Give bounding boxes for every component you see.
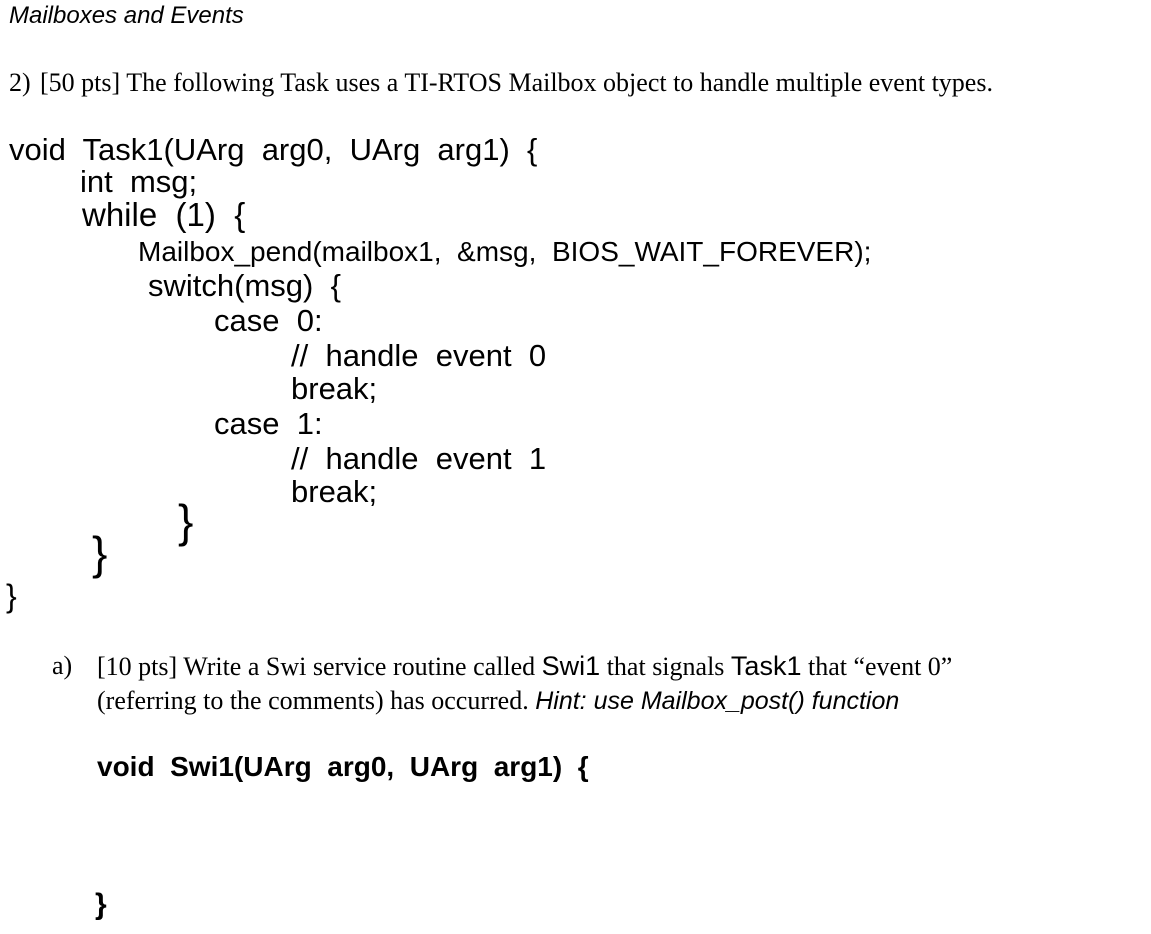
code-line: break; (291, 371, 378, 406)
code-line: // handle event 1 (291, 441, 547, 476)
code-line: void Task1(UArg arg0, UArg arg1) { (9, 132, 538, 167)
part-a-text: [10 pts] Write a Swi service routine called (97, 652, 542, 681)
swi-name: Swi1 (541, 651, 601, 681)
section-title: Mailboxes and Events (9, 2, 244, 29)
hint-text: Hint: use Mailbox_post() function (535, 687, 900, 715)
question-text: [50 pts] The following Task uses a TI-RTOS Mailbox object to handle multiple event types. (40, 68, 993, 97)
code-line: } (92, 527, 108, 579)
code-line: switch(msg) { (148, 268, 341, 303)
code-line: while (1) { (82, 196, 246, 233)
code-line: int msg; (80, 164, 198, 199)
part-a-line-1 (97, 653, 952, 680)
code-line: } (178, 495, 194, 547)
code-line: break; (291, 474, 378, 509)
code-line: case 0: (214, 303, 323, 338)
code-line: Mailbox_pend(mailbox1, &msg, BIOS_WAIT_FOREVER); (138, 236, 872, 267)
code-line: case 1: (214, 406, 323, 441)
part-a-text: that “event 0” (801, 652, 953, 681)
part-a-text: (referring to the comments) has occurred. (97, 686, 536, 715)
part-a-line-2 (97, 688, 899, 714)
code-line: } (6, 578, 17, 614)
task-name: Task1 (730, 651, 802, 681)
answer-signature: void Swi1(UArg arg0, UArg arg1) { (97, 751, 589, 782)
answer-close-brace: } (95, 888, 107, 921)
part-a-label: a) (52, 651, 73, 680)
question-number: 2) (9, 68, 31, 97)
code-line: // handle event 0 (291, 338, 547, 373)
part-a-text: that signals (600, 652, 731, 681)
